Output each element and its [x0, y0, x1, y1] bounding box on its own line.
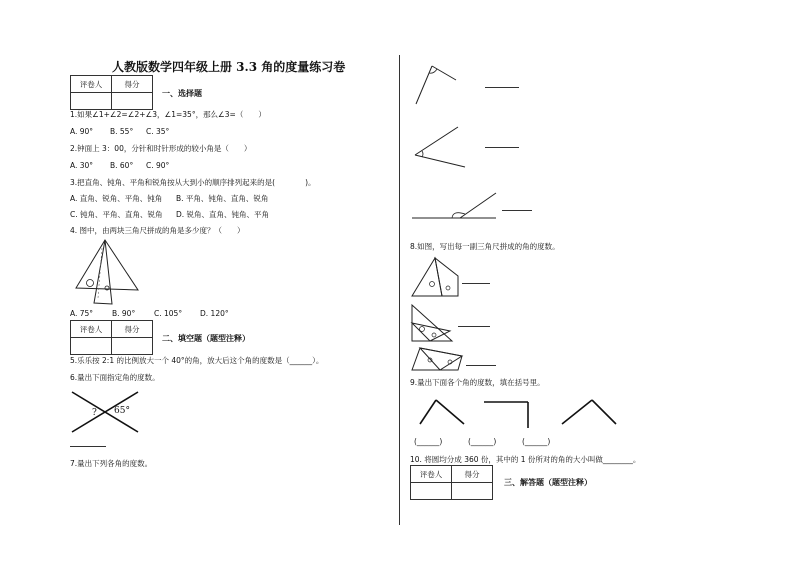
- q7-answer-line-3[interactable]: [502, 210, 532, 211]
- q3-option-b[interactable]: B. 平角、钝角、直角、锐角: [176, 194, 269, 203]
- q2-option-c[interactable]: C. 90°: [146, 161, 170, 170]
- q9-angle-3: [560, 398, 620, 428]
- q3-option-d[interactable]: D. 锐角、直角、钝角、平角: [176, 210, 270, 219]
- q2-stem: 2.钟面上 3：00，分针和时针形成的较小角是（ ）: [70, 144, 252, 153]
- q8-triangles-3: [410, 346, 465, 372]
- score-label: 得分: [112, 321, 153, 338]
- grader-cell[interactable]: [411, 483, 452, 500]
- q5-stem: 5.乐乐按 2:1 的比例放大一个 40°的角，放大后这个角的度数是（______）。: [70, 356, 324, 365]
- section-3-heading: 三、解答题（题型注释）: [504, 478, 592, 487]
- section-2-heading: 二、填空题（题型注释）: [162, 334, 250, 343]
- q7-answer-line-1[interactable]: [485, 87, 519, 88]
- q1-option-a[interactable]: A. 90°: [70, 127, 94, 136]
- q3-stem: 3.把直角、钝角、平角和锐角按从大到小的顺序排列起来的是( )。: [70, 178, 316, 187]
- q6-stem: 6.量出下面指定角的度数。: [70, 373, 160, 382]
- q9-angle-2: [482, 400, 532, 430]
- q8-triangles-2: [410, 303, 455, 343]
- q4-option-c[interactable]: C. 105°: [154, 309, 183, 318]
- score-cell[interactable]: [112, 93, 153, 110]
- triangle-rulers-figure: [72, 238, 142, 308]
- q7-angle-3: [410, 190, 500, 222]
- grader-label: 评卷人: [71, 76, 112, 93]
- q4-option-a[interactable]: A. 75°: [70, 309, 94, 318]
- crossing-lines-figure: [70, 390, 145, 435]
- q7-stem: 7.量出下列各角的度数。: [70, 459, 153, 468]
- q2-option-b[interactable]: B. 60°: [110, 161, 134, 170]
- score-table-2: [70, 320, 153, 355]
- grader-label: 评卷人: [411, 466, 452, 483]
- q6-known-angle: 65°: [114, 406, 130, 416]
- q2-option-a[interactable]: A. 30°: [70, 161, 94, 170]
- grader-label: 评卷人: [71, 321, 112, 338]
- grader-cell[interactable]: [71, 338, 112, 355]
- q1-option-c[interactable]: C. 35°: [146, 127, 170, 136]
- q6-answer-line[interactable]: [70, 446, 106, 447]
- score-table-3: [410, 465, 493, 500]
- score-cell[interactable]: [112, 338, 153, 355]
- q4-option-b[interactable]: B. 90°: [112, 309, 136, 318]
- q7-angle-1: [410, 62, 460, 108]
- score-table-1: [70, 75, 153, 110]
- q9-angle-1: [418, 398, 468, 428]
- q7-answer-line-2[interactable]: [485, 147, 519, 148]
- score-cell[interactable]: [452, 483, 493, 500]
- q9-stem: 9.量出下面各个角的度数，填在括号里。: [410, 378, 545, 387]
- score-label: 得分: [452, 466, 493, 483]
- q3-option-c[interactable]: C. 钝角、平角、直角、锐角: [70, 210, 163, 219]
- q9-blank-3[interactable]: (______): [522, 437, 551, 446]
- q4-stem: 4. 图中，由两块三角尺拼成的角是多少度？（ ）: [70, 226, 245, 235]
- q9-blank-2[interactable]: (______): [468, 437, 497, 446]
- q3-option-a[interactable]: A. 直角、锐角、平角、钝角: [70, 194, 163, 203]
- grader-cell[interactable]: [71, 93, 112, 110]
- column-divider: [399, 55, 400, 525]
- q8-answer-line-3[interactable]: [466, 365, 496, 366]
- q10-stem: 10. 将圆均分成 360 份，其中的 1 份所对的角的大小叫做________。: [410, 455, 641, 464]
- q1-option-b[interactable]: B. 55°: [110, 127, 134, 136]
- q8-stem: 8.如图，写出每一副三角尺拼成的角的度数。: [410, 242, 560, 251]
- page-title: 人教版数学四年级上册 3.3 角的度量练习卷: [112, 60, 346, 74]
- q8-answer-line-2[interactable]: [458, 326, 490, 327]
- q8-answer-line-1[interactable]: [462, 283, 490, 284]
- q6-unknown-angle: ?: [92, 408, 97, 418]
- q9-blank-1[interactable]: (______): [414, 437, 443, 446]
- q4-option-d[interactable]: D. 120°: [200, 309, 229, 318]
- q8-triangles-1: [410, 256, 462, 298]
- score-label: 得分: [112, 76, 153, 93]
- q1-stem: 1.如果∠1+∠2=∠2+∠3，∠1=35°，那么∠3=（ ）: [70, 110, 266, 119]
- q7-angle-2: [410, 125, 470, 171]
- section-1-heading: 一、选择题: [162, 89, 202, 98]
